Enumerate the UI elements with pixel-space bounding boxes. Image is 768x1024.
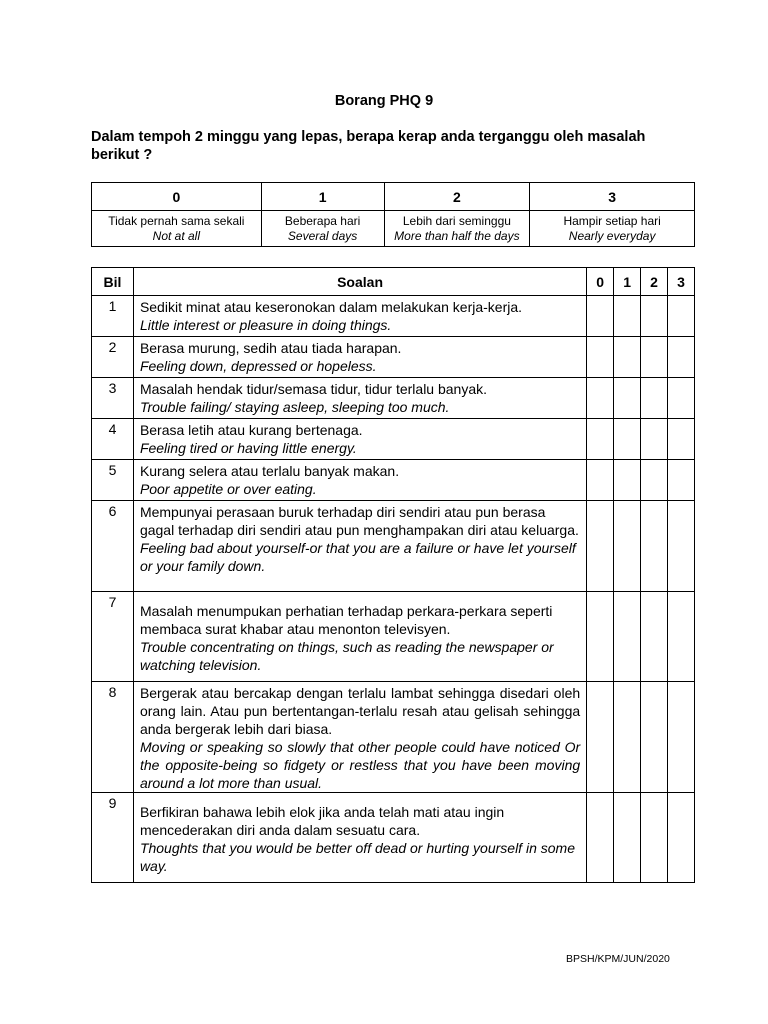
question-text	[133, 378, 586, 419]
answer-cell-0[interactable]	[587, 337, 614, 378]
scale-desc-2	[384, 211, 530, 247]
question-row	[92, 501, 695, 592]
scale-desc-0	[92, 211, 262, 247]
answer-cell-3[interactable]	[668, 419, 695, 460]
answer-cell-0[interactable]	[587, 460, 614, 501]
question-text	[133, 793, 586, 883]
question-en: Little interest or pleasure in doing things.	[139, 317, 392, 333]
scale-en-0: Not at all	[152, 228, 201, 243]
question-number: 1	[92, 296, 134, 337]
question-text	[133, 592, 586, 682]
answer-cell-3[interactable]	[668, 682, 695, 793]
page-title: Borang PHQ 9	[334, 93, 434, 109]
answer-cell-2[interactable]	[641, 682, 668, 793]
question-row	[92, 296, 695, 337]
question-ms: Mempunyai perasaan buruk terhadap diri sendiri atau pun berasa gagal terhadap diri sendiri atau pun menghampakan diri atau keluarga.	[139, 504, 579, 538]
answer-cell-3[interactable]	[668, 296, 695, 337]
answer-cell-1[interactable]	[614, 793, 641, 883]
answer-cell-0[interactable]	[587, 419, 614, 460]
question-text	[133, 501, 586, 592]
question-text	[133, 419, 586, 460]
scale-ms-2: Lebih dari seminggu	[402, 213, 511, 228]
question-row	[92, 419, 695, 460]
questions-table	[91, 267, 695, 883]
answer-cell-0[interactable]	[587, 296, 614, 337]
answer-cell-1[interactable]	[614, 460, 641, 501]
question-en: Poor appetite or over eating.	[139, 481, 317, 497]
question-en: Trouble failing/ staying asleep, sleeping too much.	[139, 399, 450, 415]
question-number: 2	[92, 337, 134, 378]
question-ms: Berasa letih atau kurang bertenaga.	[139, 422, 363, 438]
scale-score-1: 1	[261, 183, 384, 211]
scale-desc-3	[530, 211, 695, 247]
question-ms: Masalah menumpukan perhatian terhadap perkara-perkara seperti membaca surat khabar atau menonton televisyen.	[139, 603, 553, 637]
scale-ms-0: Tidak pernah sama sekali	[108, 213, 245, 228]
answer-cell-2[interactable]	[641, 592, 668, 682]
question-number: 5	[92, 460, 134, 501]
question-text	[133, 337, 586, 378]
answer-cell-2[interactable]	[641, 337, 668, 378]
scale-table	[91, 182, 695, 247]
answer-cell-3[interactable]	[668, 793, 695, 883]
question-en: Feeling down, depressed or hopeless.	[139, 358, 377, 374]
scale-desc-1	[261, 211, 384, 247]
question-ms: Berfikiran bahawa lebih elok jika anda telah mati atau ingin mencederakan diri anda dalam sesuatu cara.	[139, 804, 505, 838]
question-row	[92, 682, 695, 793]
scale-ms-3: Hampir setiap hari	[563, 213, 661, 228]
footer-code: BPSH/KPM/JUN/2020	[566, 953, 670, 965]
header-bil: Bil	[92, 268, 134, 296]
answer-cell-2[interactable]	[641, 501, 668, 592]
question-number: 8	[92, 682, 134, 793]
answer-cell-0[interactable]	[587, 682, 614, 793]
answer-cell-3[interactable]	[668, 337, 695, 378]
answer-cell-1[interactable]	[614, 419, 641, 460]
header-col-3: 3	[668, 268, 695, 296]
answer-cell-2[interactable]	[641, 296, 668, 337]
question-row	[92, 337, 695, 378]
intro-question: Dalam tempoh 2 minggu yang lepas, berapa kerap anda terganggu oleh masalah berikut ?	[91, 129, 646, 163]
question-en: Trouble concentrating on things, such as reading the newspaper or watching television.	[139, 639, 554, 673]
answer-cell-1[interactable]	[614, 682, 641, 793]
scale-en-2: More than half the days	[394, 228, 520, 243]
scale-ms-1: Beberapa hari	[284, 213, 361, 228]
header-col-2: 2	[641, 268, 668, 296]
scale-en-3: Nearly everyday	[568, 228, 656, 243]
answer-cell-3[interactable]	[668, 378, 695, 419]
question-row	[92, 378, 695, 419]
answer-cell-0[interactable]	[587, 592, 614, 682]
question-en: Feeling bad about yourself-or that you are a failure or have let yourself or your family down.	[139, 540, 576, 574]
answer-cell-1[interactable]	[614, 501, 641, 592]
question-ms: Kurang selera atau terlalu banyak makan.	[139, 463, 400, 479]
scale-score-0: 0	[92, 183, 262, 211]
question-en: Feeling tired or having little energy.	[139, 440, 357, 456]
answer-cell-0[interactable]	[587, 501, 614, 592]
question-text	[133, 682, 586, 793]
question-ms: Berasa murung, sedih atau tiada harapan.	[139, 340, 402, 356]
answer-cell-3[interactable]	[668, 592, 695, 682]
question-number: 3	[92, 378, 134, 419]
question-ms: Bergerak atau bercakap dengan terlalu lambat sehingga disedari oleh orang lain. Atau pun bertentangan-terlalu resah atau gelisah sehingga anda bergerak lebih dari biasa.	[139, 685, 581, 737]
question-text	[133, 296, 586, 337]
question-number: 4	[92, 419, 134, 460]
answer-cell-2[interactable]	[641, 793, 668, 883]
scale-score-3: 3	[530, 183, 695, 211]
answer-cell-0[interactable]	[587, 793, 614, 883]
scale-en-1: Several days	[287, 228, 358, 243]
answer-cell-3[interactable]	[668, 501, 695, 592]
scale-score-2: 2	[384, 183, 530, 211]
answer-cell-2[interactable]	[641, 460, 668, 501]
question-row	[92, 592, 695, 682]
question-number: 9	[92, 793, 134, 883]
answer-cell-1[interactable]	[614, 296, 641, 337]
answer-cell-2[interactable]	[641, 419, 668, 460]
question-number: 7	[92, 592, 134, 682]
header-col-1: 1	[614, 268, 641, 296]
answer-cell-3[interactable]	[668, 460, 695, 501]
header-col-0: 0	[587, 268, 614, 296]
header-soalan: Soalan	[133, 268, 586, 296]
question-number: 6	[92, 501, 134, 592]
question-en: Moving or speaking so slowly that other people could have noticed Or the opposite-being so fidgety or restless that you have been moving around a lot more than usual.	[139, 739, 581, 791]
answer-cell-1[interactable]	[614, 337, 641, 378]
question-row	[92, 793, 695, 883]
question-text	[133, 460, 586, 501]
question-ms: Sedikit minat atau keseronokan dalam melakukan kerja-kerja.	[139, 299, 523, 315]
question-en: Thoughts that you would be better off dead or hurting yourself in some way.	[139, 840, 575, 874]
question-ms: Masalah hendak tidur/semasa tidur, tidur terlalu banyak.	[139, 381, 488, 397]
answer-cell-1[interactable]	[614, 592, 641, 682]
question-row	[92, 460, 695, 501]
answer-cell-0[interactable]	[587, 378, 614, 419]
answer-cell-1[interactable]	[614, 378, 641, 419]
answer-cell-2[interactable]	[641, 378, 668, 419]
